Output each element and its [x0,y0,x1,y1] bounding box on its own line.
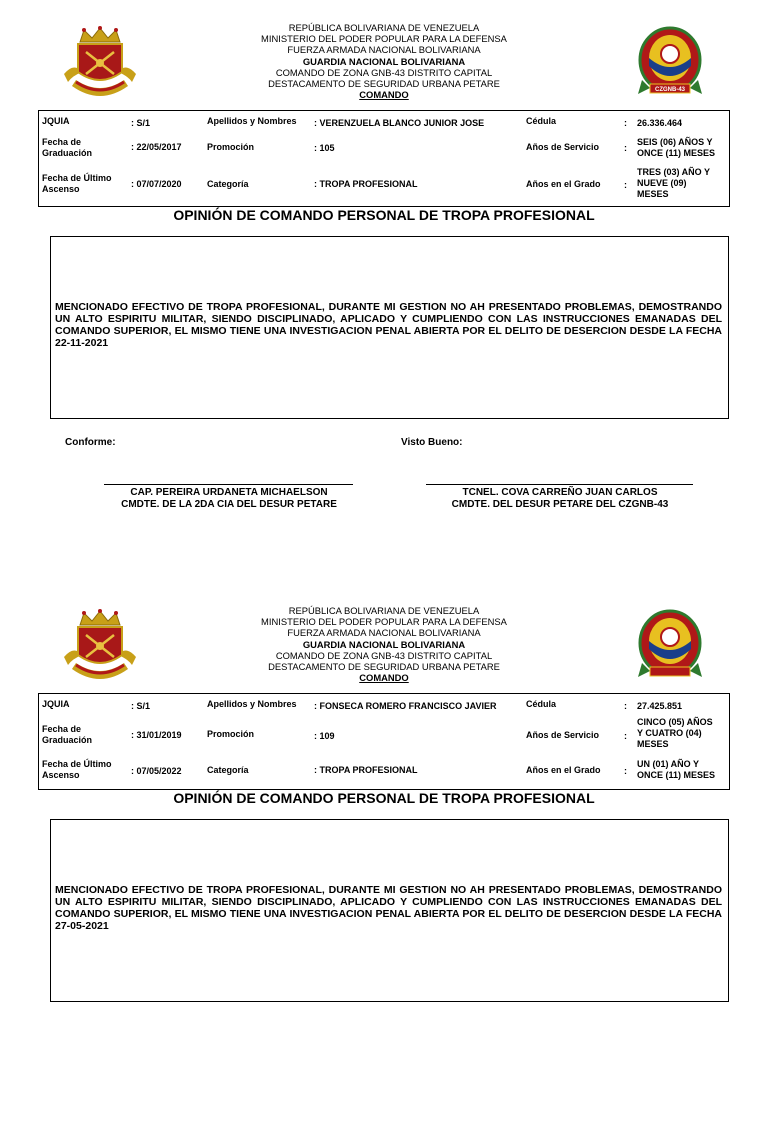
fecha-graduacion-label-line1: Fecha de [42,137,82,147]
header-line-command: COMANDO [359,672,409,684]
opinion-title: OPINIÓN DE COMANDO PERSONAL DE TROPA PROFESIONAL [173,790,595,806]
categoria-value: : TROPA PROFESIONAL [314,765,418,775]
header-line-republic: REPÚBLICA BOLIVARIANA DE VENEZUELA [288,22,480,33]
promocion-label: Promoción [207,142,255,152]
anios-grado-colon: : [624,180,627,190]
opinion-text: MENCIONADO EFECTIVO DE TROPA PROFESIONAL, DURANTE MI GESTION NO AH PRESENTADO PROBLEMAS, DEMOSTRANDO UN ALTO ESPIRITU MILITAR, SIENDO DISCIPLINADO, APLICADO Y CUMPLIENDO CON LAS INSTRUCCIONES EMANADAS DEL COMANDO SUPERIOR, EL MISMO TIENE UNA INVESTIGACION PENAL ABIERTA POR EL DELITO DE DESERCION DESDE LA FECHA 22-11-2021 [55,301,722,349]
cedula-label: Cédula [526,699,557,709]
fecha-ultimo-ascenso-label-line2: Ascenso [42,184,80,194]
signature-block-right [400,487,720,511]
categoria-label: Categoría [207,765,249,775]
header-line-command: COMANDO [359,89,409,101]
anios-grado-label: Años en el Grado [526,179,601,189]
personnel-info-table [38,693,730,790]
opinion-form-2 [0,583,768,1143]
anios-servicio-value-line1: SEIS (06) AÑOS Y [637,137,713,147]
jquia-label: JQUIA [42,116,70,126]
header-line-detachment: DESTACAMENTO DE SEGURIDAD URBANA PETARE [268,78,500,90]
fecha-ultimo-ascenso-value: : 07/05/2022 [131,766,182,776]
jquia-value: : S/1 [131,701,151,711]
apellidos-label: Apellidos y Nombres [207,116,297,126]
opinion-box [50,236,729,419]
anios-servicio-colon: : [624,143,627,153]
gnb-coat-of-arms-logo [60,24,140,104]
opinion-form-1 [0,0,768,560]
anios-servicio-value-line2: Y CUATRO (04) [637,728,702,738]
header-line-detachment: DESTACAMENTO DE SEGURIDAD URBANA PETARE [268,661,500,673]
signature-line-right [426,484,693,485]
anios-servicio-value-line3: MESES [637,739,669,749]
promocion-label: Promoción [207,729,255,739]
header-line-fanb: FUERZA ARMADA NACIONAL BOLIVARIANA [287,44,481,56]
categoria-label: Categoría [207,179,249,189]
fecha-graduacion-value: : 22/05/2017 [131,142,182,152]
cedula-colon: : [624,701,627,711]
cedula-label: Cédula [526,116,557,126]
promocion-value: : 109 [314,731,335,741]
opinion-title: OPINIÓN DE COMANDO PERSONAL DE TROPA PROFESIONAL [173,207,595,223]
czgnb-43-emblem-logo [636,24,704,100]
fecha-graduacion-label-line1: Fecha de [42,724,82,734]
cedula-value: 27.425.851 [637,701,683,711]
header-line-fanb: FUERZA ARMADA NACIONAL BOLIVARIANA [287,627,481,639]
visto-bueno-label: Visto Bueno: [401,437,463,448]
signature-block-left [84,487,374,511]
anios-grado-colon: : [624,766,627,776]
header-line-republic: REPÚBLICA BOLIVARIANA DE VENEZUELA [288,605,480,616]
header-line-gnb: GUARDIA NACIONAL BOLIVARIANA [302,55,466,67]
anios-servicio-value-line2: ONCE (11) MESES [637,148,716,158]
anios-grado-value-line1: UN (01) AÑO Y [637,759,700,769]
signature-line-left [104,484,353,485]
fecha-graduacion-label-line2: Graduación [42,148,93,158]
anios-grado-value-line3: MESES [637,189,669,199]
signatory-right-title: CMDTE. DEL DESUR PETARE DEL CZGNB-43 [451,499,669,510]
jquia-value: : S/1 [131,118,151,128]
apellidos-label: Apellidos y Nombres [207,699,297,709]
fecha-ultimo-ascenso-value: : 07/07/2020 [131,179,182,189]
opinion-text: MENCIONADO EFECTIVO DE TROPA PROFESIONAL, DURANTE MI GESTION NO AH PRESENTADO PROBLEMAS, DEMOSTRANDO UN ALTO ESPIRITU MILITAR, SIENDO DISCIPLINADO, APLICADO Y CUMPLIENDO CON LAS INSTRUCCIONES EMANADAS DEL COMANDO SUPERIOR, EL MISMO TIENE UNA INVESTIGACION PENAL ABIERTA POR EL DELITO DE DESERCION DESDE LA FECHA 27-05-2021 [55,884,722,932]
anios-servicio-colon: : [624,731,627,741]
categoria-value: : TROPA PROFESIONAL [314,179,418,189]
header-line-gnb: GUARDIA NACIONAL BOLIVARIANA [302,638,466,650]
cedula-colon: : [624,118,627,128]
anios-servicio-label: Años de Servicio [526,730,600,740]
gnb-coat-of-arms-logo [60,607,140,687]
anios-grado-value-line1: TRES (03) AÑO Y [637,167,711,177]
document-header [180,22,588,100]
promocion-value: : 105 [314,143,335,153]
fecha-ultimo-ascenso-label-line2: Ascenso [42,770,80,780]
anios-servicio-label: Años de Servicio [526,142,600,152]
opinion-box [50,819,729,1002]
signatory-left-name: CAP. PEREIRA URDANETA MICHAELSON [130,487,328,498]
apellidos-value: : FONSECA ROMERO FRANCISCO JAVIER [314,701,497,711]
anios-grado-value-line2: NUEVE (09) [637,178,687,188]
jquia-label: JQUIA [42,699,70,709]
czgnb-43-logo-text: CZGNB-43 [654,87,686,93]
fecha-graduacion-label-line2: Graduación [42,735,93,745]
document-header [180,605,588,683]
header-line-zone: COMANDO DE ZONA GNB-43 DISTRITO CAPITAL [275,649,493,661]
header-line-ministry: MINISTERIO DEL PODER POPULAR PARA LA DEFENSA [261,33,507,45]
conforme-label: Conforme: [65,437,116,448]
anios-grado-value-line2: ONCE (11) MESES [637,770,716,780]
signatory-right-name: TCNEL. COVA CARREÑO JUAN CARLOS [462,487,658,498]
fecha-ultimo-ascenso-label-line1: Fecha de Último [42,759,112,769]
fecha-graduacion-value: : 31/01/2019 [131,730,182,740]
anios-servicio-value-line1: CINCO (05) AÑOS [637,717,713,727]
fecha-ultimo-ascenso-label-line1: Fecha de Último [42,173,112,183]
header-line-ministry: MINISTERIO DEL PODER POPULAR PARA LA DEFENSA [261,616,507,628]
anios-grado-label: Años en el Grado [526,765,601,775]
header-line-zone: COMANDO DE ZONA GNB-43 DISTRITO CAPITAL [275,66,493,78]
signatory-left-title: CMDTE. DE LA 2DA CIA DEL DESUR PETARE [121,499,337,510]
czgnb-43-emblem-logo [636,607,704,683]
personnel-info-table [38,110,730,207]
cedula-value: 26.336.464 [637,118,683,128]
apellidos-value: : VERENZUELA BLANCO JUNIOR JOSE [314,118,485,128]
